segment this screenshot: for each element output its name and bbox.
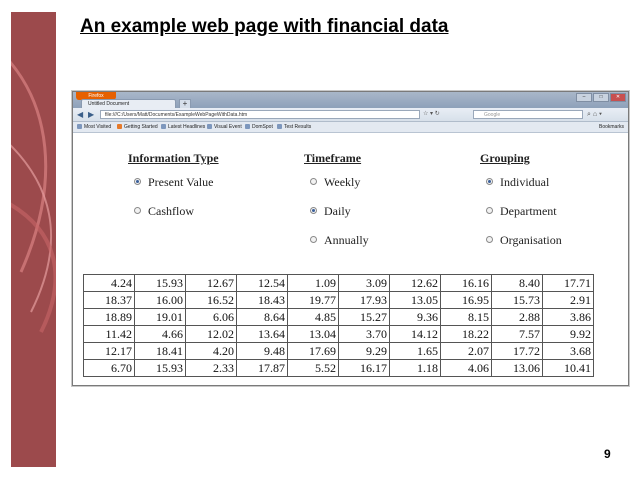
table-cell: 18.89: [84, 309, 135, 326]
table-cell: 4.24: [84, 275, 135, 292]
radio-button[interactable]: [310, 178, 317, 185]
table-cell: 15.73: [492, 292, 543, 309]
table-cell: 8.40: [492, 275, 543, 292]
url-bar[interactable]: file:///C:/Users/Matt/Documents/ExampleWebPageWithData.htm: [100, 110, 420, 119]
table-cell: 6.06: [186, 309, 237, 326]
table-cell: 1.18: [390, 360, 441, 377]
table-cell: 7.57: [492, 326, 543, 343]
table-cell: 5.52: [288, 360, 339, 377]
table-cell: 14.12: [390, 326, 441, 343]
table-cell: 9.48: [237, 343, 288, 360]
decorative-side-band: [11, 12, 56, 467]
close-icon[interactable]: ✕: [610, 93, 626, 102]
table-cell: 3.09: [339, 275, 390, 292]
table-cell: 4.20: [186, 343, 237, 360]
table-cell: 15.27: [339, 309, 390, 326]
table-cell: 18.37: [84, 292, 135, 309]
table-row: [84, 309, 594, 326]
radio-button[interactable]: [486, 207, 493, 214]
radio-button[interactable]: [134, 178, 141, 185]
radio-organisation[interactable]: Organisation: [480, 233, 562, 262]
table-cell: 19.77: [288, 292, 339, 309]
table-cell: 19.01: [135, 309, 186, 326]
table-cell: 12.67: [186, 275, 237, 292]
bookmark-item[interactable]: DomSpot: [245, 122, 273, 132]
table-cell: 16.00: [135, 292, 186, 309]
radio-button[interactable]: [310, 207, 317, 214]
window-controls: [576, 93, 626, 102]
table-cell: 13.06: [492, 360, 543, 377]
table-cell: 17.72: [492, 343, 543, 360]
slide-title: An example web page with financial data: [80, 16, 449, 37]
table-row: [84, 326, 594, 343]
table-cell: 17.69: [288, 343, 339, 360]
radio-daily[interactable]: Daily: [304, 204, 369, 233]
table-cell: 12.17: [84, 343, 135, 360]
table-cell: 9.92: [543, 326, 594, 343]
radio-annually[interactable]: Annually: [304, 233, 369, 262]
radio-individual[interactable]: Individual: [480, 175, 562, 204]
search-input[interactable]: Google: [473, 110, 583, 119]
table-cell: 3.68: [543, 343, 594, 360]
table-cell: 10.41: [543, 360, 594, 377]
table-cell: 1.09: [288, 275, 339, 292]
table-cell: 13.05: [390, 292, 441, 309]
table-cell: 12.54: [237, 275, 288, 292]
radio-present-value[interactable]: Present Value: [128, 175, 219, 204]
table-cell: 13.04: [288, 326, 339, 343]
new-tab-button[interactable]: +: [179, 99, 191, 109]
bookmark-item[interactable]: Most Visited: [77, 122, 111, 132]
table-cell: 16.95: [441, 292, 492, 309]
table-cell: 18.43: [237, 292, 288, 309]
page-number: 9: [604, 447, 611, 461]
radio-button[interactable]: [486, 236, 493, 243]
table-cell: 6.70: [84, 360, 135, 377]
timeframe-group: [304, 151, 369, 262]
toolbar-icons[interactable]: ⌕ ⌂ ▾: [587, 111, 602, 118]
table-cell: 18.41: [135, 343, 186, 360]
radio-department[interactable]: Department: [480, 204, 562, 233]
bookmark-item[interactable]: Getting Started: [117, 122, 158, 132]
bookmark-item[interactable]: Visual Event: [207, 122, 242, 132]
table-cell: 17.71: [543, 275, 594, 292]
bookmarks-menu[interactable]: Bookmarks: [598, 124, 624, 130]
grouping-group: [480, 151, 562, 262]
information-type-group: [128, 151, 219, 233]
table-cell: 2.33: [186, 360, 237, 377]
forward-icon[interactable]: ▶: [88, 110, 95, 119]
table-cell: 15.93: [135, 360, 186, 377]
maximize-icon[interactable]: □: [593, 93, 609, 102]
table-cell: 4.66: [135, 326, 186, 343]
radio-cashflow[interactable]: Cashflow: [128, 204, 219, 233]
table-cell: 13.64: [237, 326, 288, 343]
bookmarks-toolbar: [73, 122, 628, 133]
table-row: [84, 343, 594, 360]
radio-weekly[interactable]: Weekly: [304, 175, 369, 204]
table-cell: 15.93: [135, 275, 186, 292]
information-type-heading: Information Type: [128, 151, 219, 165]
radio-button[interactable]: [134, 207, 141, 214]
table-cell: 3.86: [543, 309, 594, 326]
table-cell: 3.70: [339, 326, 390, 343]
table-cell: 16.17: [339, 360, 390, 377]
navigation-bar: [73, 108, 628, 122]
table-row: [84, 292, 594, 309]
table-cell: 17.93: [339, 292, 390, 309]
radio-button[interactable]: [310, 236, 317, 243]
browser-titlebar: [73, 92, 628, 108]
table-cell: 8.64: [237, 309, 288, 326]
browser-screenshot: [72, 91, 629, 386]
page-content: [73, 133, 628, 385]
grouping-heading: Grouping: [480, 151, 530, 165]
table-cell: 12.62: [390, 275, 441, 292]
table-cell: 16.52: [186, 292, 237, 309]
table-cell: 18.22: [441, 326, 492, 343]
radio-button[interactable]: [486, 178, 493, 185]
table-cell: 12.02: [186, 326, 237, 343]
browser-tab[interactable]: Untitled Document: [81, 99, 176, 108]
table-cell: 8.15: [441, 309, 492, 326]
table-cell: 2.07: [441, 343, 492, 360]
table-cell: 17.87: [237, 360, 288, 377]
table-cell: 9.29: [339, 343, 390, 360]
minimize-icon[interactable]: –: [576, 93, 592, 102]
back-icon[interactable]: ◀: [77, 110, 84, 119]
table-cell: 9.36: [390, 309, 441, 326]
financial-data-table: [83, 274, 594, 377]
table-cell: 2.88: [492, 309, 543, 326]
table-cell: 2.91: [543, 292, 594, 309]
table-cell: 4.85: [288, 309, 339, 326]
firefox-menu-button[interactable]: Firefox: [76, 92, 116, 100]
table-row: [84, 275, 594, 292]
table-cell: 1.65: [390, 343, 441, 360]
timeframe-heading: Timeframe: [304, 151, 362, 165]
table-cell: 16.16: [441, 275, 492, 292]
table-cell: 11.42: [84, 326, 135, 343]
table-cell: 4.06: [441, 360, 492, 377]
reload-icon[interactable]: ☆ ▾ ↻: [423, 111, 440, 117]
bookmark-item[interactable]: Test Results: [277, 122, 311, 132]
bookmark-item[interactable]: Latest Headlines: [161, 122, 205, 132]
table-row: [84, 360, 594, 377]
